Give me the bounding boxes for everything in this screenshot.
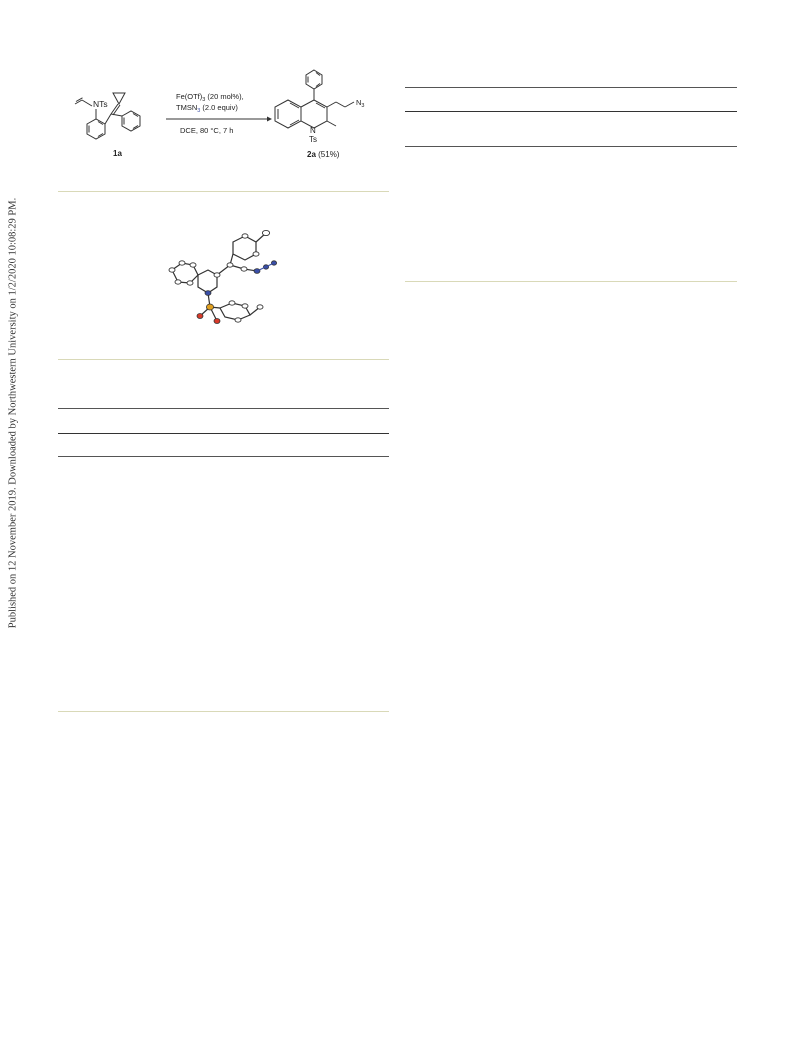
tosyl-group: Ts [309, 135, 317, 144]
table-left-footer-rule [58, 711, 389, 712]
reaction-arrowhead [267, 117, 272, 122]
ring-nitrogen: N [310, 126, 316, 135]
xray-crystal-structure [160, 215, 285, 337]
condition-reagent: $TMSN_3$ (2.0 equiv) [176, 103, 238, 114]
table-right-rule-top [405, 87, 737, 88]
publication-side-note [5, 190, 21, 635]
xray-azide-bond [257, 263, 274, 271]
table-right-footer-rule [405, 281, 737, 282]
condition-solvent: DCE, 80 °C, 7 h [180, 126, 234, 135]
reaction-scheme [58, 62, 394, 190]
table-left-rule-bottom [58, 456, 389, 457]
side-note-text: Published on 12 November 2019. Downloaded by Northwestern University on 1/2/2020 10:08:29 PM. [7, 197, 19, 628]
table-left-rule-mid [58, 433, 389, 434]
table-right-rule-mid [405, 111, 737, 112]
product-label: 2a (51%) [307, 150, 340, 159]
reactant-group: NTs [93, 99, 108, 109]
figure-divider-bottom [58, 359, 389, 360]
figure-divider-top [58, 191, 389, 192]
condition-catalyst: $Fe(OTf)_3$ (20 mol%), [176, 92, 244, 103]
product-2a [275, 70, 354, 128]
table-right-rule-bottom [405, 146, 737, 147]
azide-group: $N_3$ [356, 98, 365, 109]
table-left-rule-top [58, 408, 389, 409]
reactant-label: 1a [113, 149, 122, 158]
